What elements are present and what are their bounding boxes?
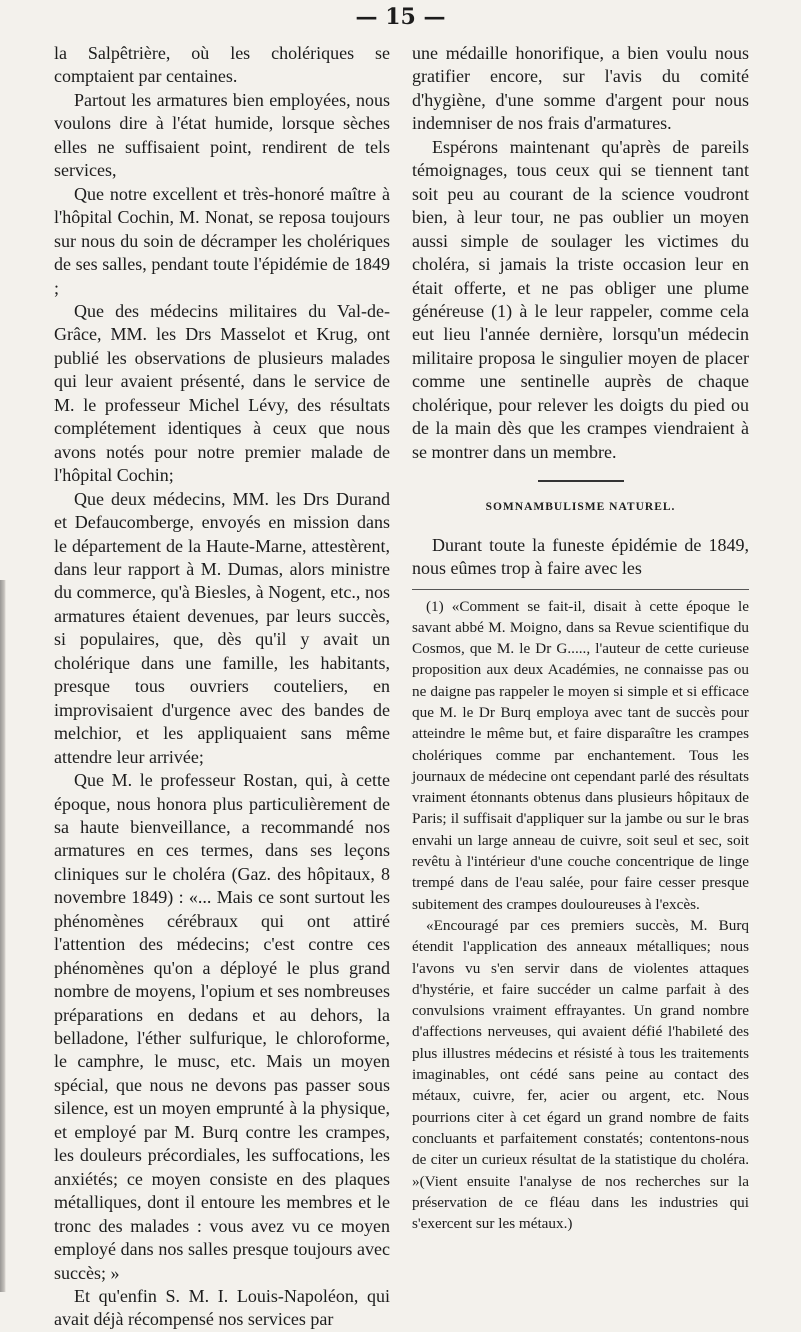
scan-binding-shadow [0, 580, 6, 1292]
paragraph: Partout les armatures bien employées, nous voulons dire à l'état humide, lorsque sèches elles ne suffisaient point, rendirent de tels services, [54, 89, 390, 181]
footnote-paragraph: «Encouragé par ces premiers succès, M. Burq étendit l'application des anneaux métalliques; nous l'avons vu s'en servir dans de violentes attaques d'hystérie, et faire succéder un calme parfait à des convulsions vraiment effrayantes. Un grand nombre d'affections nerveuses, qui avaient défié l'habileté des plus illustres médecins et résisté à tous les traitements imaginables, ont cédé sans peine au contact des métaux, cuivre, fer, acier ou argent, etc. Nous pourrions citer à cet égard un grand nombre de faits concluants et parfaitement constatés; contentons-nous de citer un curieux résultat de la statistique du choléra. »(Vient ensuite l'analyse de nos recherches sur la préservation de ce fléau dans les industries qui s'exercent sur les métaux.) [412, 916, 749, 1233]
section-divider [538, 480, 624, 482]
paragraph: Espérons maintenant qu'après de pareils témoignages, tous ceux qui se tiennent tant soit peu au courant de la science voudront bien, à leur tour, ne pas oublier un moyen aussi simple de soulager les victimes du choléra, si jamais la triste occasion leur en était offerte, et ne pas obliger une plume généreuse (1) à le leur rappeler, comme cela eut lieu l'année dernière, lorsqu'un médecin militaire proposa le singulier moyen de placer comme une sentinelle auprès de chaque cholérique, pour relever les doigts du pied ou de la main dès que les crampes viendraient à se montrer dans un membre. [412, 136, 749, 462]
footnote [412, 596, 749, 1235]
section-heading: SOMNAMBULISME NATUREL. [485, 501, 676, 514]
paragraph: Que M. le professeur Rostan, qui, à cette époque, nous honora plus particulièrement de sa haute bienveillance, a recommandé nos armatures en ces termes, dans ses leçons cliniques sur le choléra (Gaz. des hôpitaux, 8 novembre 1849) : «... Mais ce sont surtout les phénomènes cérébraux qui ont attiré l'attention des médecins; c'est contre ces phénomènes qu'on a déployé le plus grand nombre de moyens, l'opium et ses nombreuses préparations en dedans et au dehors, la belladone, l'éther sulfurique, le chloroforme, le camphre, le musc, etc. Mais un moyen spécial, que nous ne devons pas passer sous silence, est un moyen emprunté à la physique, et employé par M. Burq contre les crampes, les douleurs précordiales, les suffocations, les anxiétés; ce moyen consiste en des plaques métalliques, dont il entoure les membres et le tronc des malades : vous avez vu ce moyen employé dans nos salles presque toujours avec succès; » [54, 770, 390, 1283]
right-column [412, 42, 749, 1234]
paragraph: la Salpêtrière, où les cholériques se comptaient par centaines. [54, 43, 390, 87]
paragraph: Que des médecins militaires du Val-de-Grâce, MM. les Drs Masselot et Krug, ont publié les observations de plusieurs malades qui leur avaient présenté, dans le service de M. le professeur Michel Lévy, des résultats complétement identiques à ceux que nous avons notés pour notre premier malade de l'hôpital Cochin; [54, 300, 390, 486]
paragraph: Durant toute la funeste épidémie de 1849, nous eûmes trop à faire avec les [412, 534, 749, 579]
page-number: — 15 — [355, 4, 446, 30]
paragraph: Que deux médecins, MM. les Drs Durand et Defaucomberge, envoyés en mission dans le département de la Haute-Marne, attestèrent, dans leur rapport à M. Dumas, alors ministre du commerce, qu'à Biesles, à Nogent, etc., nos armatures étaient devenues, par leurs succès, si populaires, que, dès qu'il y avait un cholérique dans une famille, les habitants, presque tous ouvriers couteliers, en improvisaient d'urgence avec des bandes de melchior, et les appliquaient sans même attendre leur arrivée; [54, 488, 390, 767]
footnote-divider [412, 589, 749, 590]
paragraph: une médaille honorifique, a bien voulu nous gratifier encore, sur l'avis du comité d'hygiène, d'une somme d'argent pour nous indemniser de nos frais d'armatures. [412, 43, 749, 134]
paragraph: Que notre excellent et très-honoré maître à l'hôpital Cochin, M. Nonat, se reposa toujours sur nous du soin de décramper les cholériques de ses salles, pendant toute l'épidémie de 1849 ; [54, 183, 390, 298]
paragraph: Et qu'enfin S. M. I. Louis-Napoléon, qui avait déjà récompensé nos services par [54, 1286, 390, 1330]
left-column [54, 42, 390, 1332]
footnote-paragraph: (1) «Comment se fait-il, disait à cette époque le savant abbé M. Moigno, dans sa Revue scientifique du Cosmos, que M. le Dr G....., l'auteur de cette curieuse proposition aux deux Académies, ne connaisse pas ou ne daigne pas rappeler le moyen si simple et si efficace que M. le Dr Burq employa avec tant de succès pour atteindre le même but, et faire disparaître les crampes cholériques comme par enchantement. Tous les journaux de médecine ont cependant parlé des résultats vraiment étonnants obtenus dans plusieurs hôpitaux de Paris; il suffisait d'appliquer sur la jambe ou sur le bras envahi un large anneau de cuivre, soit seul et sec, soit revêtu à l'intérieur d'une couche concentrique de linge trempé dans de l'eau salée, pour faire cesser presque subitement des crampes douloureuses à l'excès. [412, 597, 749, 913]
